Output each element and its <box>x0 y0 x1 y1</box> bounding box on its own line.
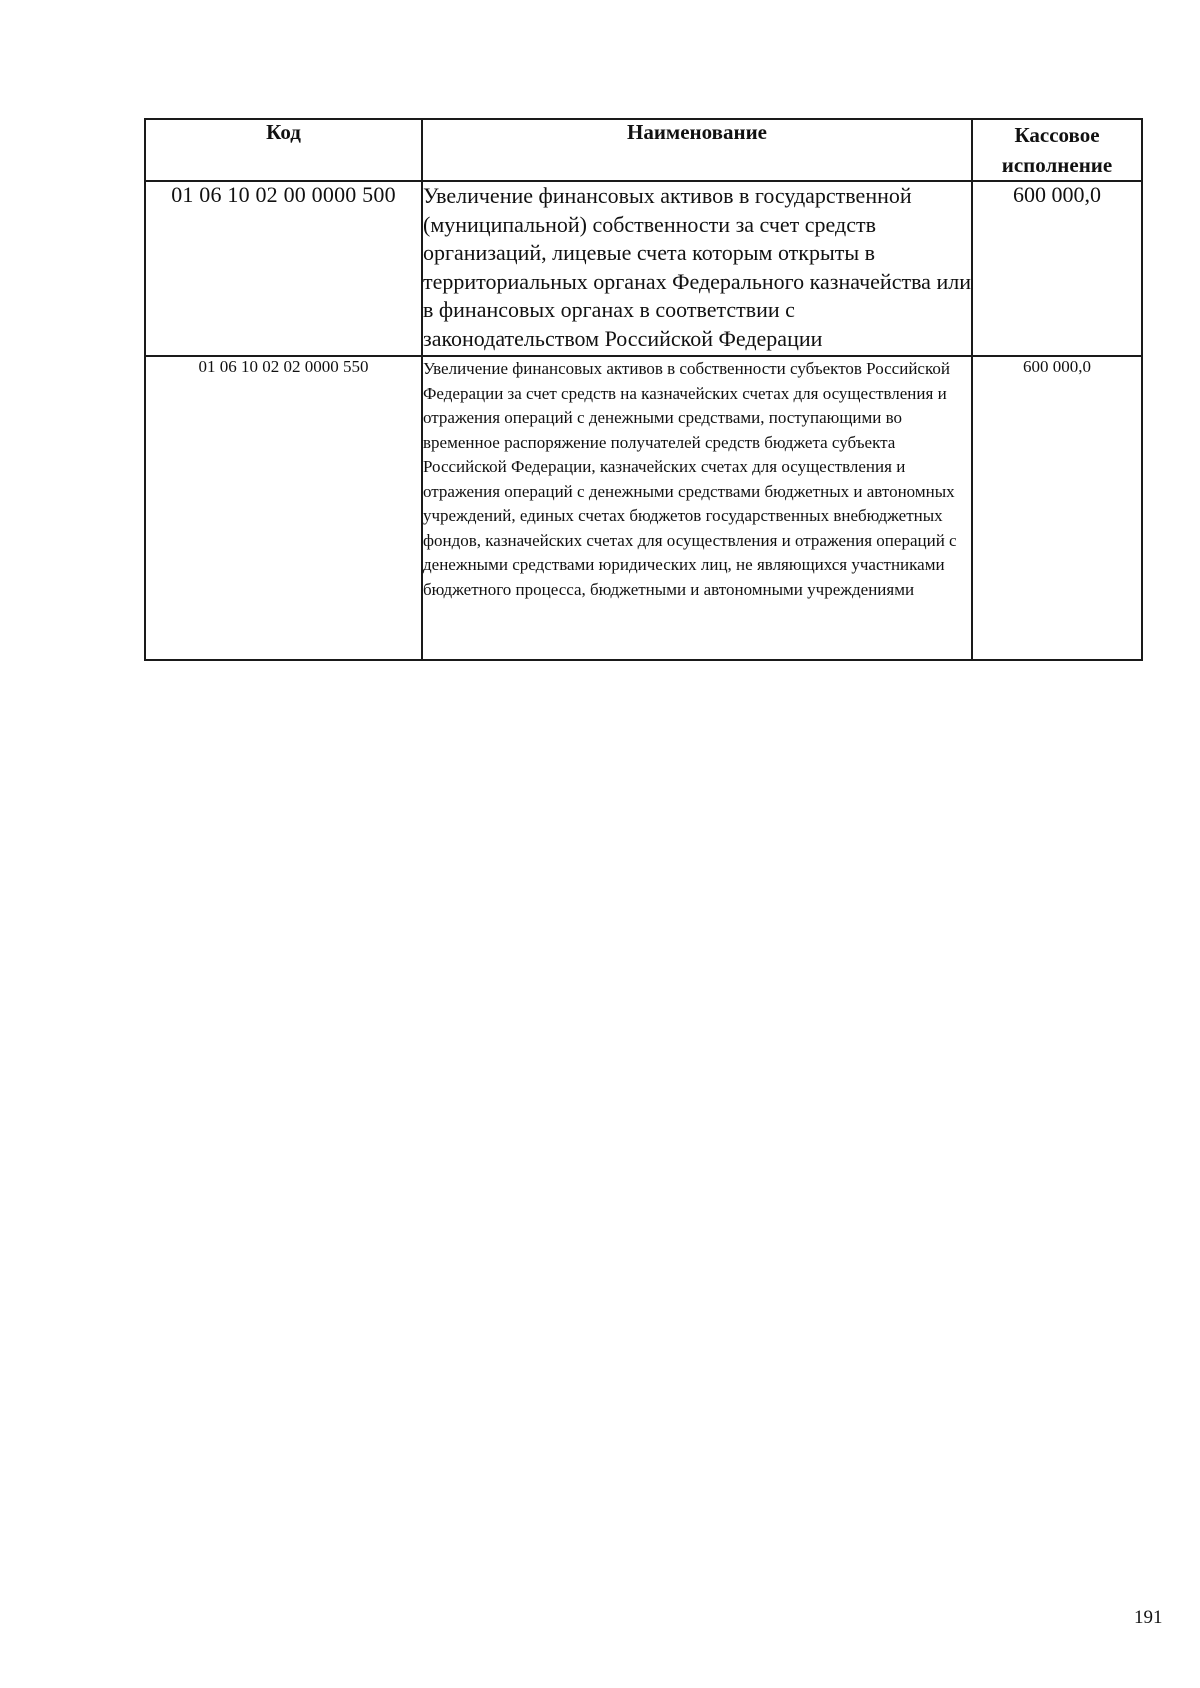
header-execution-line2: исполнение <box>1001 153 1113 177</box>
header-code: Код <box>145 119 422 181</box>
row-name: Увеличение финансовых активов в государственной (муниципальной) собственности за счет средств организаций, лицевые счета которым открыты в территориальных органах Федерального казначейства или в финансовых органах в соответствии с законодательством Российской Федерации <box>422 181 972 356</box>
header-name: Наименование <box>422 119 972 181</box>
header-execution-line1: Кассовое <box>1014 123 1100 147</box>
table-row <box>145 356 1142 660</box>
row-name: Увеличение финансовых активов в собственности субъектов Российской Федерации за счет средств на казначейских счетах для осуществления и отражения операций с денежными средствами, поступающими во временное распоряжение получателей средств бюджета субъекта Российской Федерации, казначейских счетах для осуществления и отражения операций с денежными средствами бюджетных и автономных учреждений, единых счетах бюджетов государственных внебюджетных фондов, казначейских счетах для осуществления и отражения операций с денежными средствами юридических лиц, не являющихся участниками бюджетного процесса, бюджетными и автономными учреждениями <box>422 356 972 660</box>
row-execution: 600 000,0 <box>972 356 1142 660</box>
row-execution: 600 000,0 <box>972 181 1142 356</box>
row-code: 01 06 10 02 02 0000 550 <box>145 356 422 660</box>
table-row <box>145 181 1142 356</box>
budget-table <box>144 118 1143 661</box>
table-header-row <box>145 119 1142 181</box>
row-code: 01 06 10 02 00 0000 500 <box>145 181 422 356</box>
page-number: 191 <box>1134 1607 1163 1628</box>
header-execution <box>972 119 1142 181</box>
